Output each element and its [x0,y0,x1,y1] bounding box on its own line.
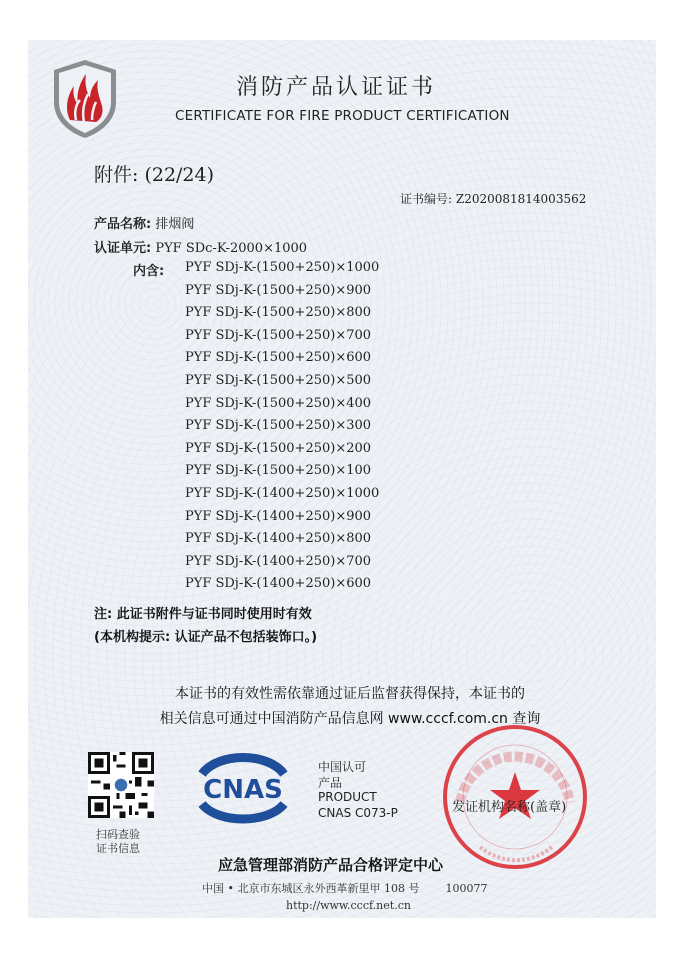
qr-label-line2: 证书信息 [96,842,140,855]
cnas-text-line4: CNAS C073-P [318,806,398,820]
note-validity: 注: 此证书附件与证书同时使用时有效 [94,607,312,622]
model-item: PYF SDj-K-(1400+250)×1000 [185,486,380,501]
model-item: PYF SDj-K-(1500+250)×300 [185,418,372,434]
qr-label-line1: 扫码查验 [96,828,140,841]
cnas-text-line2: 产品 [318,776,343,790]
model-item: PYF SDj-K-(1400+250)×900 [185,508,372,524]
cert-unit-value: PYF SDc-K-2000×1000 [155,241,308,256]
model-item: PYF SDj-K-(1400+250)×600 [185,576,372,592]
contains-label: 内含: [133,264,165,279]
cert-unit-label: 认证单元: [94,241,152,256]
model-item: PYF SDj-K-(1500+250)×100 [185,463,372,479]
fire-certification-logo [50,58,120,140]
model-item: PYF SDj-K-(1500+250)×700 [185,327,372,343]
model-item: PYF SDj-K-(1500+250)×500 [185,373,372,388]
issuing-center-name: 应急管理部消防产品合格评定中心 [218,856,444,874]
issuer-address-line [202,880,487,896]
model-item: PYF SDj-K-(1500+250)×800 [185,305,372,321]
postcode: 100077 [445,882,488,895]
cnas-accreditation-logo [188,748,298,826]
cnas-text-line1: 中国认可 [318,760,367,774]
attachment-number: 附件: (22/24) [94,164,215,186]
certificate-title-cn: 消防产品认证证书 [236,75,437,100]
certificate-number: 证书编号: Z2020081814003562 [400,192,587,206]
model-item: PYF SDj-K-(1500+250)×200 [185,440,372,456]
validity-text-line2: 相关信息可通过中国消防产品信息网 www.cccf.com.cn 查询 [159,711,541,727]
validity-text-line1: 本证书的有效性需依靠通过证后监督获得保持，本证书的 [175,686,525,702]
product-name-row [94,213,194,232]
model-item: PYF SDj-K-(1400+250)×700 [185,553,372,569]
certificate-title-en: CERTIFICATE FOR FIRE PRODUCT CERTIFICATION [175,108,510,124]
issuer-name-label: 发证机构名称(盖章) [452,800,567,815]
issuer-address: 中国 • 北京市东城区永外西革新里甲 108 号 [202,882,420,895]
cnas-text-line3: PRODUCT [318,790,377,804]
website-link[interactable]: http://www.cccf.net.cn [286,899,411,912]
product-name-value: 排烟阀 [155,217,195,232]
qr-code[interactable] [88,752,154,818]
product-name-label: 产品名称: [94,217,152,232]
model-item: PYF SDj-K-(1500+250)×900 [185,282,372,298]
model-item: PYF SDj-K-(1500+250)×400 [185,395,372,411]
cert-unit-row [94,237,307,256]
model-item: PYF SDj-K-(1400+250)×800 [185,531,372,547]
model-item: PYF SDj-K-(1500+250)×1000 [185,260,380,275]
model-item: PYF SDj-K-(1500+250)×600 [185,350,372,366]
note-decoration: (本机构提示: 认证产品不包括装饰口。) [94,630,318,645]
cnas-logo-text: CNAS [203,775,283,805]
